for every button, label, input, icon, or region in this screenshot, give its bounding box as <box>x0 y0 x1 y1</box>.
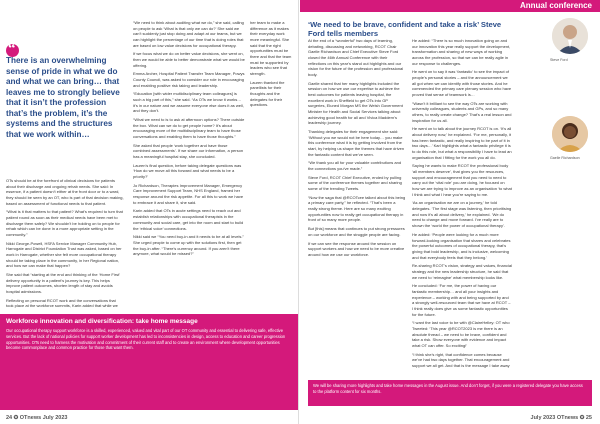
paragraph: Nikki George-Powell, HSFA Service Manager Community Hub, Harrogate and District Foundation Trust was asked, based on her work in Harrogate, whether she felt more occupational therapy should be taking place in the community, in her Regional nation, and how we can make that happen? <box>6 240 122 269</box>
paragraph: She said that “starting at the end and thinking of the ‘Home First’ delivery opportunity in a patient’s journey is key. This helps improve patient outcomes, shorten length of stay and avoids hospital admissions. <box>6 272 120 295</box>
workforce-title: Workforce innovation and diversification: take home message <box>6 318 198 325</box>
paragraph: “What is it that matters to that patient? What’s required to turn that patient round as soon as their medical needs have been met to discharge them safely? We shouldn’t be holding on to people for rehab which can be done in a more appropriate setting in the community.” <box>6 209 123 238</box>
highlights-callout <box>308 380 592 406</box>
paragraph: her team to make a difference as it makes their everyday work more meaningful. She said that the right opportunities must be there and that the team must be supported by leaders who see that strength. <box>250 20 292 77</box>
paragraph: Lauren thanked the panellists for their thoughts and the delegates for their questions. <box>250 79 285 108</box>
page-footer-right: July 2023 OTnews ✪ 25 <box>530 415 592 421</box>
steve-ford-photo <box>552 18 588 54</box>
article-headline: ‘We need to be brave, confident and take a risk’ Steve Ford tells members <box>308 20 502 39</box>
paragraph: Gaelle shared that her many highlights included the session on how we use our expertise to achieve the best outcomes for patients leaving hospital, the excellent work in Sheffield to get OTs into GP surgeries, Eluned Morgan MS the Welsh Government Minister for Health and Social Services talking about achieving good health for all and Vivica Maddern’s leadership journey. <box>308 80 403 126</box>
paragraph: She asked that people ‘work together and have those combined assessments’. If we share our information, a person has a meaningful hospital stay, she concluded. <box>133 142 244 160</box>
gaelle-richardson-photo <box>552 116 588 152</box>
left-column-1 <box>6 178 124 308</box>
person-avatar-icon <box>552 18 588 54</box>
section-band <box>300 0 600 12</box>
paragraph: “I think she’s right, that confidence comes because we’ve had two days together. That encouragement and support we all get. And that is the message I take away <box>412 351 510 368</box>
paragraph: Lauren’s final question, before taking delegate questions was ‘How do we move all this forward and what needs to be a priority?’ <box>133 162 242 180</box>
paragraph: Re-sharing RCOT’s vision, strategy and values, financial strategy and the new leadership structure, he said that we need to ‘reimagine’ what membership looks like. <box>412 263 512 280</box>
photo-caption: Gaelle Richardson <box>550 156 580 160</box>
paragraph: “We need to think about auditing what we do,” she said, calling on people to ask ‘What is that only we can do?’ She said we can’t suddenly just stop doing and adapt at our teams, but we can highlight the percentage of our time that is doing roles that are based on low value decisions for occupational therapy. <box>133 20 244 48</box>
paragraph: At the end of a “wonderful” two days of learning, debating, discussing and networking, RCOT Chair Gaelle Richardson and Chief Executive Steve Ford closed the 46th Annual Conference with their reflections on this year’s stand out highlights and our vision for the future of the profession and professional body. <box>308 38 404 78</box>
paragraph: “We thank you all for your valuable contributions and the connections you’ve made.” <box>308 160 402 172</box>
paragraph: He went on to say it was ‘fantastic’ to see the impact of people’s personal stories – and the announcement we all got when we can identify with those stories. And he commended the primary care plenary session who have proved that sense of teamwork is… <box>412 69 512 98</box>
paragraph: Steve Ford, RCOT Chief Executive, ended by pulling some of the conference themes together and sharing some of the trending Tweets. <box>308 174 402 192</box>
paragraph: He added: “There is so much innovation going on and our innovation this year really support the development, transformation and sharing of new ways of working across the profession, so that we can be really agile in our response to challenges. <box>412 38 511 66</box>
right-page <box>300 0 600 424</box>
workforce-body: Our occupational therapy support workforce is a skilled, experienced, valued and vital part of our OT community and essential to delivering safe, effective services. But the lack of national policies for support worker development has led to inconsistencies in design, access to education and career progression opportunities. OTs need to harness the motivation and commitment of their current staff and to create an environment where development opportunities become commonplace and common practice for those that want them. <box>6 328 286 351</box>
paragraph: If we focus what we do on better value decisions, she went on, then we would be able to better demonstrate what we would be offering. <box>133 51 245 68</box>
paragraph: If we can see the response around the session on support workers and how we need to be more creative around how we use our workforce. <box>308 240 405 257</box>
paragraph: He went on to talk about the journey RCOT is on. ‘It’s all about delivery now,’ he explained. ‘For me, personally, it has been fantastic, and really inspiring to be part of it in two days…’ Karl highlights what a fantastic privilege it is to do this role, but what a responsibility I have to lead an organisation that I fitting for the work you all do. <box>412 126 512 160</box>
paragraph: Nikki said we “You need buy-in and it needs to be at all levels.” She urged people to come up with the solutions first, then get the buy-in after. “There’s currency around. If you aren’t there anymore, what would be missed?” <box>133 234 244 257</box>
right-column-2 <box>412 38 512 368</box>
paragraph: Emma Archer, Hospital Patient Transfer Team Manager, Powys County Council, was asked to consider our role in encouraging and enabling positive risk taking and leadership. <box>133 71 245 88</box>
workforce-message-box <box>0 314 298 410</box>
section-label: Annual conference <box>519 1 592 10</box>
page-footer-left: 24 ✪ OTnews July 2023 <box>6 415 68 421</box>
left-column-3 <box>250 20 294 308</box>
paragraph: OTs should be at the forefront of clinical decisions for patients about their discharge and ongoing rehab needs. She said: In essence, if a patient doesn’t either at the front door or to a ward, they should be seen by an OT, who is part of that decision making, based on assessment of functional needs to that patient. <box>6 178 124 206</box>
right-column-1 <box>308 38 406 368</box>
left-page <box>0 0 299 424</box>
paragraph: “What we need to is to ask at afternoon options? There outside the box. What can we do to get people home? It’s about encouraging more of the multidisciplinary team to have those conversations and enabling them to have those thoughts.” <box>133 117 245 140</box>
person-avatar-icon <box>552 116 588 152</box>
left-column-2 <box>133 20 245 308</box>
paragraph: ‘As an organisation we are on a journey,’ he told delegates. ‘The first stage was listening, then prioritising and now it’s all about delivery,’ he explained. ‘We do need to change and move forward. I’ve really are to shown the ‘world the power of occupational therapy’. <box>412 200 512 229</box>
paragraph: “Wasn’t it brilliant to see the way OTs are working with university colleagues, students and GPs, and so many others, to really create change? That’s a real lesson and inspiration for us all. <box>412 100 512 123</box>
paragraph: “Education [with wider multidisciplinary team colleagues] is such a big part of this,” she said. “As OTs we know it works… it’s in our nature and we assume everyone else does it as well, and they don’t. <box>133 91 244 114</box>
paragraph: Saying he wants to make RCOT the professional body ‘all members deserve’, that gives you the resources, support and encouragement that you need to need to carry out the ‘vital role’ you are doing, he focused on how we are trying to improve as an organisation ‘to what I think and what I hear you’re saying to me. <box>412 163 512 197</box>
paragraph: Jo Richardson, Therapies Improvement Manager, Emergency Care Improvement Support Team, NHS England, framed her response around the risk appetite. For all this to work we have to embrace it and share it, she said. <box>133 182 244 205</box>
paragraph: Thanking delegates for their engagement she said: ‘Without you we would not be here today… you make this conference what it is by getting involved from the start, by helping us shape the themes that have driven the fantastic content that we’ve seen. <box>308 129 405 157</box>
paragraph: But [this] means that continues to put strong pressures on our workforce and the struggle people are facing. <box>308 226 405 237</box>
callout-text: We will be sharing more highlights and take home messages in the August issue. And don’t forget, if you were a registered delegate you have access to the platform content for six months. <box>313 383 583 394</box>
pull-quote: There is an overwhelming sense of pride in what we do and what we can bring… that leaves me to strongly believe that it isn’t the profession that’s the problem, it’s the systems and the structures that we work within… <box>6 56 120 139</box>
paragraph: Karin added that OTs in acute settings need to reach out and establish relationships with occupational therapists in the community and social care, get into the room and start to build the ‘ethical voice’ connections. <box>133 208 244 231</box>
paragraph: “I want the last voice to be with @ClaireHelley: OT who Tweeted: ‘This year @RCOT2023 is me there is an absolute thread – we need to be brave, confident and take a risk. Show everyone with evidence and impact what OT can offer. So exciting!’ <box>412 320 510 348</box>
photo-caption: Steve Ford <box>550 58 568 62</box>
paragraph: Reflecting on personal RCOT work and the conversations that took place at the workforce summits, Karin added that while we <box>6 297 118 308</box>
paragraph: He concluded: ‘For me, the power of having our fantastic membership… and all your insights and experience – working with and being supported by and a strongly well-resourced team that we have at RCOT – I think really does give us some fantastic opportunities for the future. <box>412 283 511 317</box>
paragraph: “Now the saga that @RCOTcee talked about this being a primary care party,” he reflected. “That’s been a really strong theme. Here are so many exciting opportunities now to really get occupational therapy in front of so many more people. <box>308 194 406 223</box>
paragraph: He added: ‘People were looking for a much more forward-looking organisation that shares and celebrates the powerful outcomes of occupational therapy, that’s giving that bold leadership, and is inclusive, welcoming and that everybody feels that they belong.’ <box>412 231 511 260</box>
